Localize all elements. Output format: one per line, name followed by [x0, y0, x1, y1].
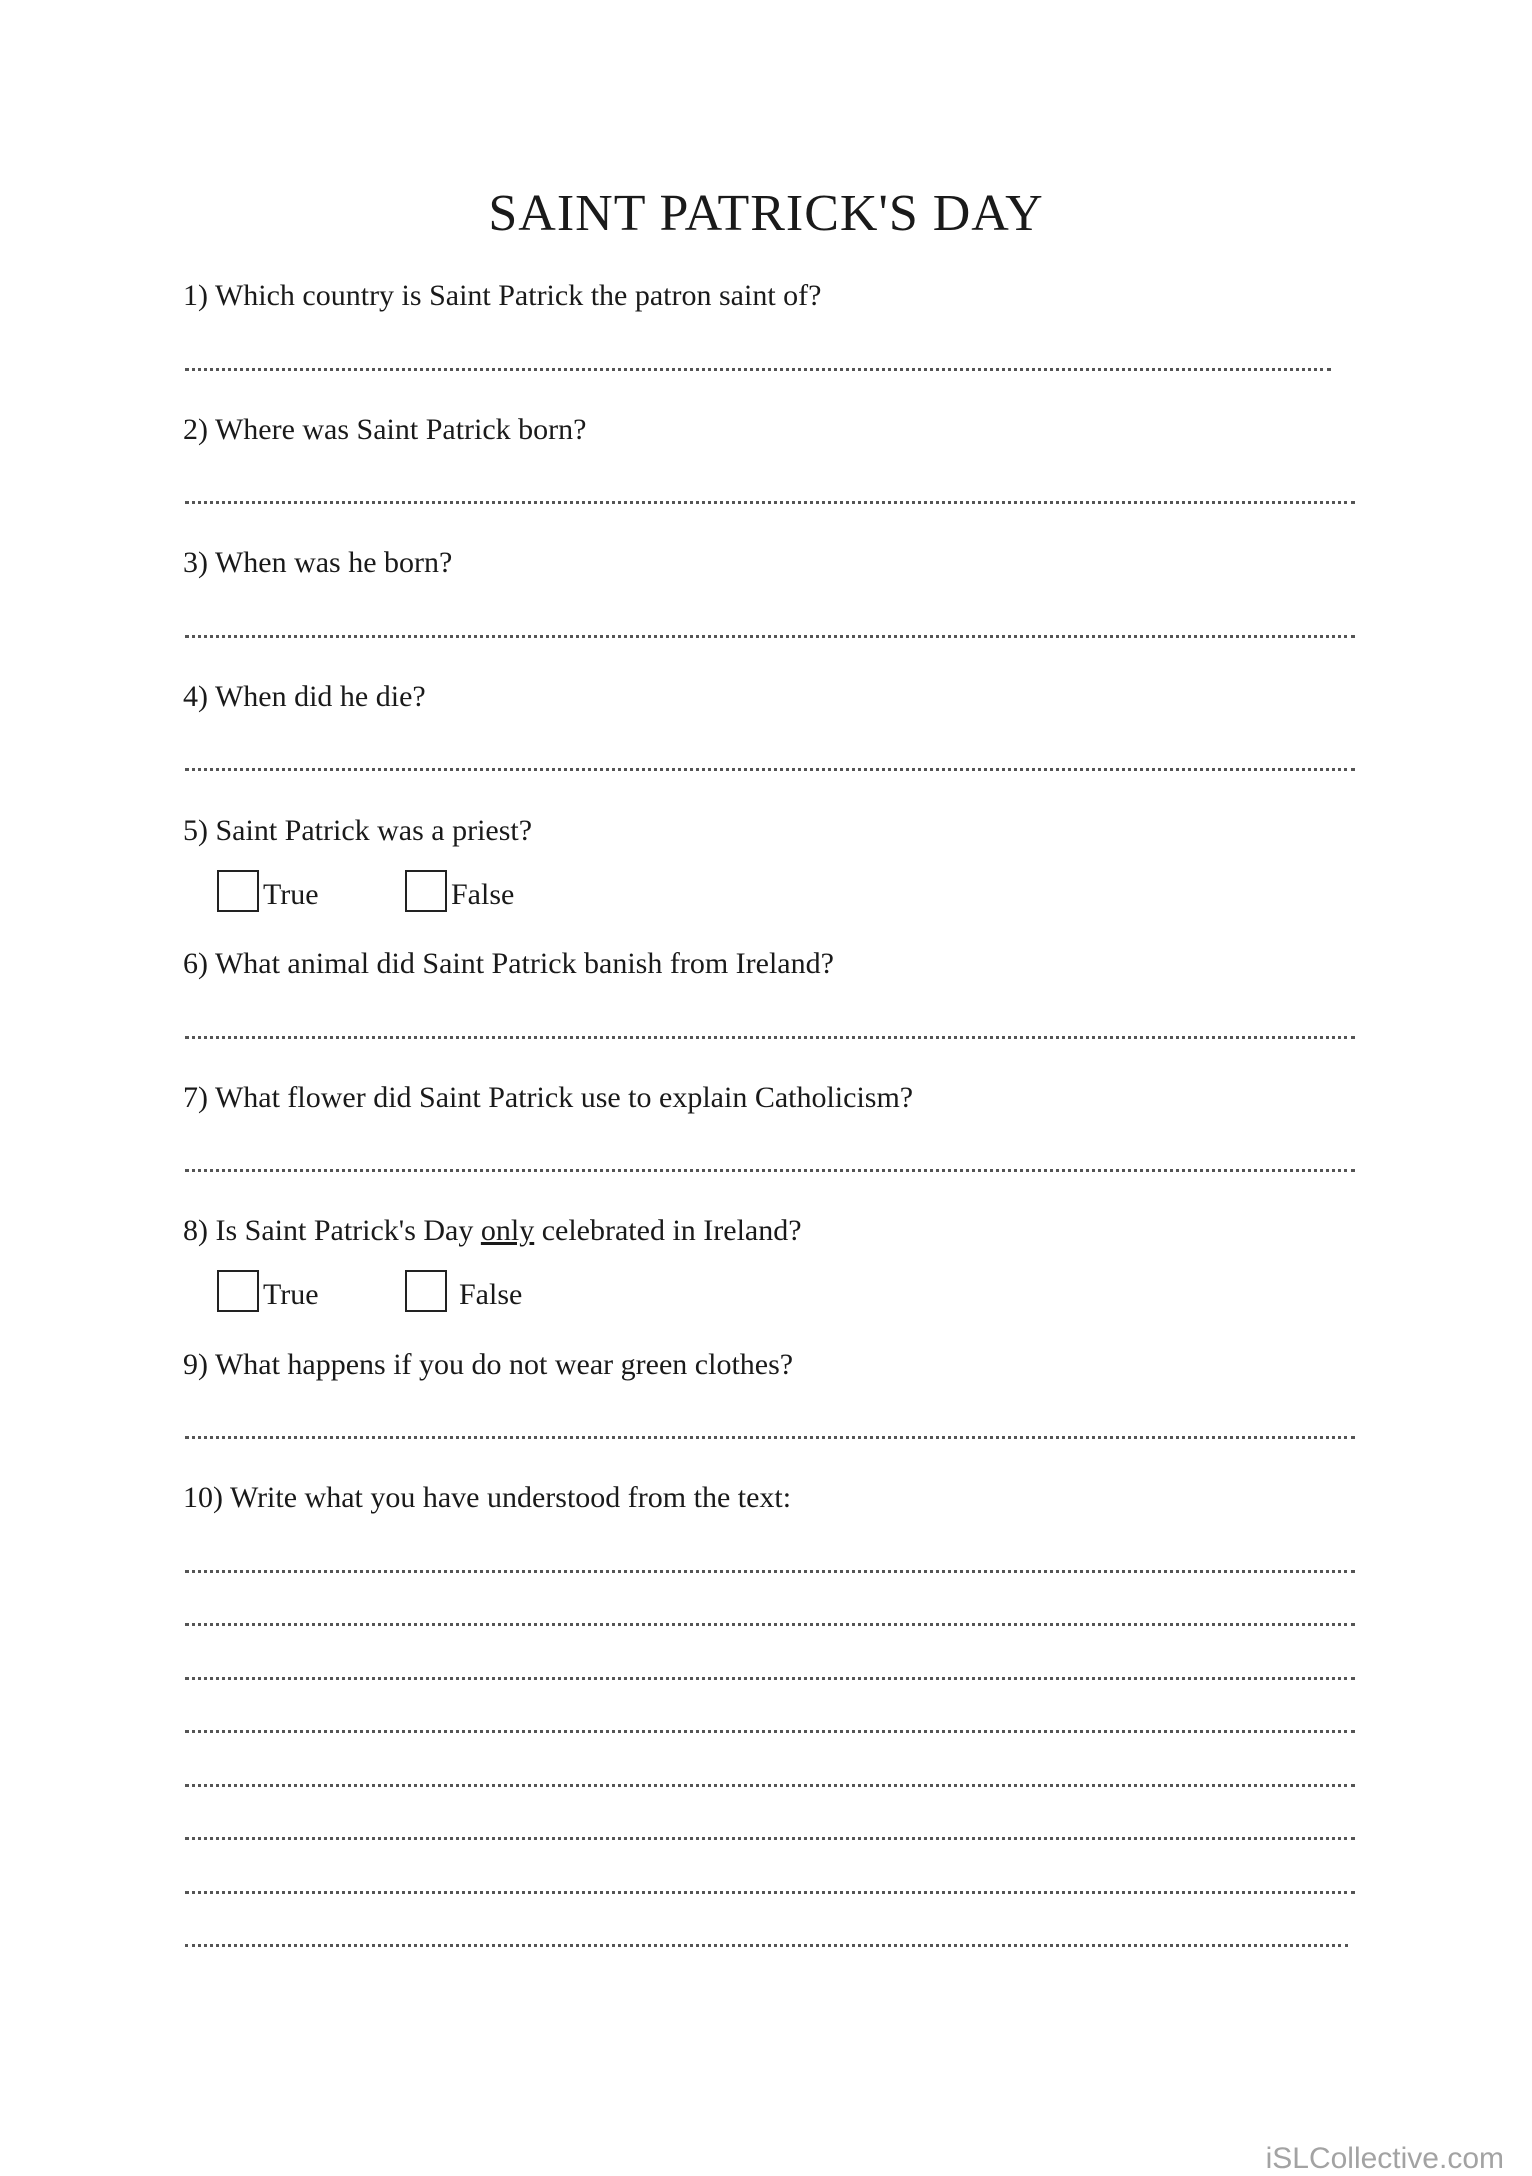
answer-line-10-8[interactable] [185, 1944, 1348, 1947]
answer-line-10-5[interactable] [185, 1784, 1355, 1787]
question-10: 10) Write what you have understood from the text: [183, 1481, 792, 1514]
answer-line-10-3[interactable] [185, 1677, 1355, 1680]
question-3: 3) When was he born? [183, 546, 453, 579]
question-8-underlined-word: only [480, 1214, 535, 1247]
checkbox[interactable] [405, 1270, 447, 1312]
question-1: 1) Which country is Saint Patrick the patron saint of? [183, 279, 822, 312]
answer-line-10-2[interactable] [185, 1623, 1355, 1626]
answer-line-4[interactable] [185, 768, 1355, 771]
checkbox[interactable] [217, 870, 259, 912]
answer-line-3[interactable] [185, 635, 1355, 638]
answer-line-1[interactable] [185, 368, 1331, 371]
answer-line-10-6[interactable] [185, 1837, 1355, 1840]
question-8-text-after: celebrated in Ireland? [534, 1214, 802, 1247]
option-false-q5[interactable] [405, 866, 514, 912]
watermark: iSLCollective.com [1265, 2142, 1504, 2175]
question-7: 7) What flower did Saint Patrick use to explain Catholicism? [183, 1081, 914, 1114]
option-label: True [263, 1278, 319, 1311]
option-true-q8[interactable] [217, 1266, 319, 1312]
answer-line-2[interactable] [185, 501, 1355, 504]
answer-line-9[interactable] [185, 1436, 1355, 1439]
checkbox[interactable] [217, 1270, 259, 1312]
option-false-q8[interactable] [405, 1266, 522, 1312]
question-9: 9) What happens if you do not wear green clothes? [183, 1348, 794, 1381]
option-true-q5[interactable] [217, 866, 319, 912]
question-8-text-before: 8) Is Saint Patrick's Day [183, 1214, 481, 1247]
option-label: False [451, 878, 515, 911]
option-label: False [459, 1278, 523, 1311]
answer-line-7[interactable] [185, 1169, 1355, 1172]
answer-line-10-4[interactable] [185, 1730, 1355, 1733]
question-2: 2) Where was Saint Patrick born? [183, 413, 587, 446]
question-5: 5) Saint Patrick was a priest? [183, 814, 533, 847]
answer-line-10-1[interactable] [185, 1570, 1355, 1573]
page-title: SAINT PATRICK'S DAY [488, 185, 1044, 242]
question-8 [183, 1211, 802, 1251]
checkbox[interactable] [405, 870, 447, 912]
option-label: True [263, 878, 319, 911]
question-6: 6) What animal did Saint Patrick banish from Ireland? [183, 947, 834, 980]
answer-line-6[interactable] [185, 1036, 1355, 1039]
answer-line-10-7[interactable] [185, 1891, 1355, 1894]
question-4: 4) When did he die? [183, 680, 426, 713]
